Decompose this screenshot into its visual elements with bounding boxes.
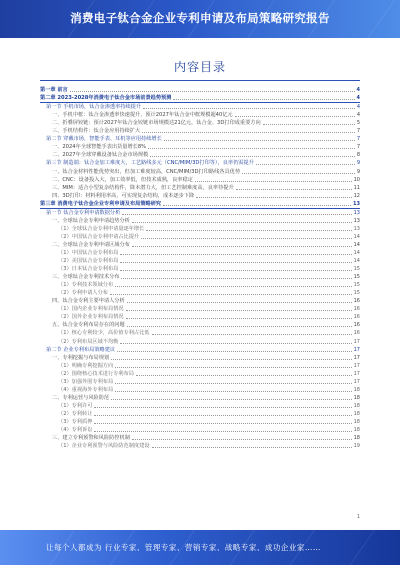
toc-entry-title: 第一章 前言 (40, 87, 68, 94)
toc-leader-dots (146, 230, 351, 231)
toc-entry-page: 9 (356, 160, 360, 167)
toc-entry[interactable] (40, 410, 360, 418)
toc-entry-page: 15 (353, 290, 360, 297)
toc-entry-title: 三、全球钛合金专利技术分布 (52, 274, 120, 281)
toc-leader-dots (136, 375, 352, 376)
toc-entry[interactable] (40, 394, 360, 402)
toc-entry-title: 二、专利运营与风险防范 (52, 394, 110, 401)
toc-entry-page: 17 (353, 378, 360, 385)
toc-leader-dots (173, 99, 354, 100)
toc-entry-page: 16 (353, 314, 360, 321)
toc-entry-title: （3）专利质押 (58, 418, 93, 425)
toc-entry-title: （2）美国钛合金专利布局 (58, 258, 119, 265)
toc-leader-dots (126, 318, 352, 319)
toc-entry[interactable] (40, 297, 360, 305)
toc-leader-dots (115, 286, 351, 287)
toc-entry-title: （3）日本钛合金专利布局 (58, 266, 119, 273)
toc-entry-page: 18 (353, 427, 360, 434)
toc-entry-page: 7 (356, 136, 360, 143)
toc-entry-page: 18 (353, 418, 360, 425)
toc-entry-title: （2）专利布局区域不均衡 (58, 338, 119, 345)
toc-leader-dots (195, 181, 352, 182)
toc-entry-page: 7 (356, 144, 360, 151)
toc-entry[interactable] (40, 127, 360, 135)
toc-leader-dots (127, 302, 352, 303)
toc-leader-dots (127, 326, 352, 327)
toc-entry-page: 17 (353, 354, 360, 361)
toc-leader-dots (122, 214, 351, 215)
toc-entry-page: 17 (353, 338, 360, 345)
toc-entry[interactable] (40, 346, 360, 354)
toc-entry-title: 二、折叠屏铰链：预计2027年钛合金铰链市场规模达21亿元，钛合金、3D打印成重要方向 (52, 120, 261, 127)
toc-entry[interactable] (40, 86, 360, 94)
toc-leader-dots (117, 351, 352, 352)
toc-entry-page: 14 (353, 249, 360, 256)
table-of-contents (40, 86, 360, 450)
toc-leader-dots (115, 367, 351, 368)
toc-leader-dots (111, 359, 352, 360)
toc-entry-title: 四、3D打印：材料利用率高，可实现复杂结构，成本逐步下降 (52, 192, 195, 199)
toc-entry-title: （1）企业专利预警与风险防范制度建设 (58, 443, 150, 450)
toc-entry[interactable] (40, 135, 360, 143)
toc-entry-page: 18 (353, 394, 360, 401)
toc-entry-title: （1）明确专利挖掘方向 (58, 362, 114, 369)
toc-leader-dots (121, 278, 351, 279)
toc-entry-title: （2）围绕核心技术进行专利布局 (58, 370, 134, 377)
toc-entry-page: 16 (353, 298, 360, 305)
toc-entry[interactable] (40, 103, 360, 111)
toc-entry-page: 13 (353, 209, 360, 216)
toc-entry-page: 5 (356, 120, 360, 127)
toc-leader-dots (132, 439, 352, 440)
footer-banner (0, 530, 400, 565)
toc-entry[interactable] (40, 200, 360, 209)
report-title: 消费电子钛合金企业专利申请及布局策略研究报告 (70, 11, 330, 25)
toc-entry[interactable] (40, 217, 360, 225)
toc-entry[interactable] (40, 94, 360, 103)
toc-leader-dots (132, 246, 352, 247)
toc-entry[interactable] (40, 378, 360, 386)
toc-entry[interactable] (40, 313, 360, 321)
toc-entry-title: （1）专利许可 (58, 402, 93, 409)
toc-leader-dots (111, 399, 352, 400)
toc-entry-title: 第二节 企业专利布局策略建议 (46, 346, 116, 353)
page-number: 1 (356, 514, 360, 520)
toc-leader-dots (235, 116, 355, 117)
toc-entry-page: 14 (353, 241, 360, 248)
toc-entry-page: 11 (353, 184, 360, 191)
toc-entry-title: （1）国内企业专利布局情况 (58, 306, 124, 313)
toc-entry[interactable] (40, 442, 360, 450)
toc-entry-page: 16 (353, 330, 360, 337)
toc-entry-page: 8 (356, 152, 360, 159)
toc-entry-title: 第一节 手机市场，钛合金渗透率持续提升 (46, 104, 142, 111)
toc-entry-title: 一、钛合金材料性能优势突出，但加工难度较高，CNC/MIM/3D打印路线各具优势 (52, 168, 241, 175)
toc-leader-dots (94, 423, 351, 424)
toc-entry-title: （4）专利诉讼 (58, 427, 93, 434)
toc-entry[interactable] (40, 273, 360, 281)
toc-entry[interactable] (40, 111, 360, 119)
toc-entry-page: 16 (353, 306, 360, 313)
toc-leader-dots (152, 447, 352, 448)
toc-entry[interactable] (40, 241, 360, 249)
toc-entry[interactable] (40, 225, 360, 233)
toc-entry-title: 三、手机结构件：钛合金应用持续扩大 (52, 128, 141, 135)
toc-entry[interactable] (40, 362, 360, 370)
toc-leader-dots (152, 334, 352, 335)
toc-entry-title: 一、手机中框：钛合金渗透率快速提升，预计2027年钛合金中框规模超40亿元 (52, 112, 233, 119)
toc-entry-page: 13 (353, 217, 360, 224)
toc-entry[interactable] (40, 209, 360, 217)
toc-leader-dots (132, 222, 352, 223)
toc-entry[interactable] (40, 143, 360, 151)
toc-entry-page: 17 (353, 370, 360, 377)
toc-entry[interactable] (40, 434, 360, 442)
toc-entry-page: 4 (356, 104, 360, 111)
toc-entry-title: 第二节 穿戴市场，智能手表、耳机等应用持续增长 (46, 136, 162, 143)
toc-leader-dots (142, 132, 355, 133)
toc-entry-title: （2）国外企业专利布局情况 (58, 314, 124, 321)
toc-leader-dots (236, 189, 352, 190)
toc-entry-title: 第二章 2023-2028年消费电子钛合金市场前景趋势预测 (40, 95, 172, 102)
toc-entry-title: 五、钛合金专利布局存在的问题 (52, 322, 125, 329)
toc-entry-title: 一、全球钛合金专利申请趋势分析 (52, 217, 130, 224)
toc-leader-dots (70, 91, 355, 92)
footer-slogan: 让每个人都成为 行业专家、管理专家、营销专家、战略专家、成功企业家…… (46, 543, 321, 552)
toc-entry-page: 4 (356, 112, 360, 119)
toc-entry-title: （2）中国钛合金专利申请占比提升 (58, 233, 140, 240)
toc-entry-page: 17 (353, 362, 360, 369)
toc-entry-title: （3）加强外围专利布局 (58, 378, 114, 385)
toc-leader-dots (115, 391, 351, 392)
toc-entry[interactable] (40, 289, 360, 297)
toc-entry-title: 三、MIM：适合小型复杂结构件，降本潜力大，但工艺控制难度高，良率待提升 (52, 184, 234, 191)
toc-entry-page: 15 (353, 266, 360, 273)
toc-leader-dots (120, 270, 351, 271)
toc-entry[interactable] (40, 402, 360, 410)
toc-leader-dots (150, 156, 355, 157)
toc-entry-page: 16 (353, 322, 360, 329)
toc-entry-page: 14 (353, 233, 360, 240)
toc-entry[interactable] (40, 184, 360, 192)
toc-entry[interactable] (40, 233, 360, 241)
toc-entry[interactable] (40, 329, 360, 337)
toc-leader-dots (143, 108, 355, 109)
toc-leader-dots (94, 415, 351, 416)
toc-entry[interactable] (40, 192, 360, 200)
toc-leader-dots (120, 262, 351, 263)
toc-entry-title: 二、CNC：设备投入大，加工效率低，但技术成熟，良率稳定 (52, 176, 193, 183)
toc-leader-dots (242, 173, 355, 174)
toc-entry-page: 15 (353, 282, 360, 289)
toc-entry-title: （2）专利转让 (58, 410, 93, 417)
toc-entry-title: （1）全球钛合金专利申请量逐年增长 (58, 225, 145, 232)
toc-entry-page: 18 (353, 410, 360, 417)
toc-entry-page: 18 (353, 402, 360, 409)
toc-entry-page: 9 (356, 168, 360, 175)
toc-entry-title: （2）专利申请人分布 (58, 290, 108, 297)
toc-leader-dots (148, 148, 355, 149)
toc-entry-title: 一、2024年全球智能手表出货量增长8% (52, 144, 147, 151)
toc-entry-page: 18 (353, 435, 360, 442)
toc-entry-title: 第一节 钛合金专利申请数据分析 (46, 209, 121, 216)
toc-entry[interactable] (40, 305, 360, 313)
toc-leader-dots (115, 383, 351, 384)
toc-entry[interactable] (40, 167, 360, 175)
toc-entry-page: 4 (356, 87, 360, 94)
toc-entry[interactable] (40, 119, 360, 127)
toc-entry[interactable] (40, 386, 360, 394)
toc-entry-title: 二、2027年全球穿戴设备钛合金市场规模 (52, 152, 149, 159)
toc-entry[interactable] (40, 337, 360, 345)
toc-entry[interactable] (40, 418, 360, 426)
toc-entry-page: 13 (353, 225, 360, 232)
toc-entry[interactable] (40, 426, 360, 434)
header-banner (0, 0, 400, 38)
toc-entry-title: 四、钛合金专利主要申请人分析 (52, 298, 125, 305)
toc-leader-dots (94, 431, 351, 432)
toc-entry[interactable] (40, 265, 360, 273)
toc-entry[interactable] (40, 159, 360, 167)
toc-leader-dots (110, 294, 352, 295)
toc-entry[interactable] (40, 321, 360, 329)
toc-heading: 内容目录 (173, 60, 226, 74)
toc-entry-page: 10 (353, 176, 360, 183)
toc-entry[interactable] (40, 354, 360, 362)
toc-leader-dots (163, 205, 351, 206)
toc-divider (40, 80, 360, 81)
toc-leader-dots (256, 164, 355, 165)
toc-entry-page: 19 (353, 443, 360, 450)
toc-entry-page: 7 (356, 128, 360, 135)
toc-leader-dots (141, 238, 352, 239)
toc-leader-dots (263, 124, 355, 125)
toc-entry-page: 14 (353, 258, 360, 265)
toc-entry[interactable] (40, 151, 360, 159)
toc-entry-title: （4）重视海外专利布局 (58, 386, 114, 393)
toc-entry-page: 17 (353, 346, 360, 353)
toc-entry-title: （1）专利技术领域分布 (58, 282, 114, 289)
toc-entry-page: 13 (353, 200, 360, 207)
toc-entry-title: 一、专利挖掘与布局规划 (52, 354, 110, 361)
toc-entry[interactable] (40, 281, 360, 289)
toc-entry-title: 三、建立专利预警和风险防控机制 (52, 435, 130, 442)
toc-entry-title: （1）中国钛合金专利布局 (58, 249, 119, 256)
toc-leader-dots (94, 407, 351, 408)
toc-entry[interactable] (40, 257, 360, 265)
toc-leader-dots (126, 310, 352, 311)
toc-entry[interactable] (40, 370, 360, 378)
toc-entry[interactable] (40, 176, 360, 184)
toc-entry-title: 第三节 制造端：钛合金加工难度大，工艺路线多元（CNC/MIM/3D打印等），良率仍需提升 (46, 160, 254, 167)
toc-entry-title: 第三章 消费电子钛合金企业专利申请及布局策略研究 (40, 200, 162, 207)
toc-entry-page: 15 (353, 274, 360, 281)
toc-entry-page: 12 (353, 192, 360, 199)
toc-entry-title: 二、全球钛合金专利申请区域分布 (52, 241, 130, 248)
toc-leader-dots (164, 140, 355, 141)
toc-leader-dots (120, 343, 351, 344)
toc-leader-dots (120, 254, 351, 255)
toc-entry[interactable] (40, 249, 360, 257)
toc-entry-page: 4 (356, 95, 360, 102)
toc-entry-title: （1）核心专利较少，高价值专利占比低 (58, 330, 150, 337)
toc-entry-page: 18 (353, 386, 360, 393)
toc-leader-dots (196, 197, 351, 198)
